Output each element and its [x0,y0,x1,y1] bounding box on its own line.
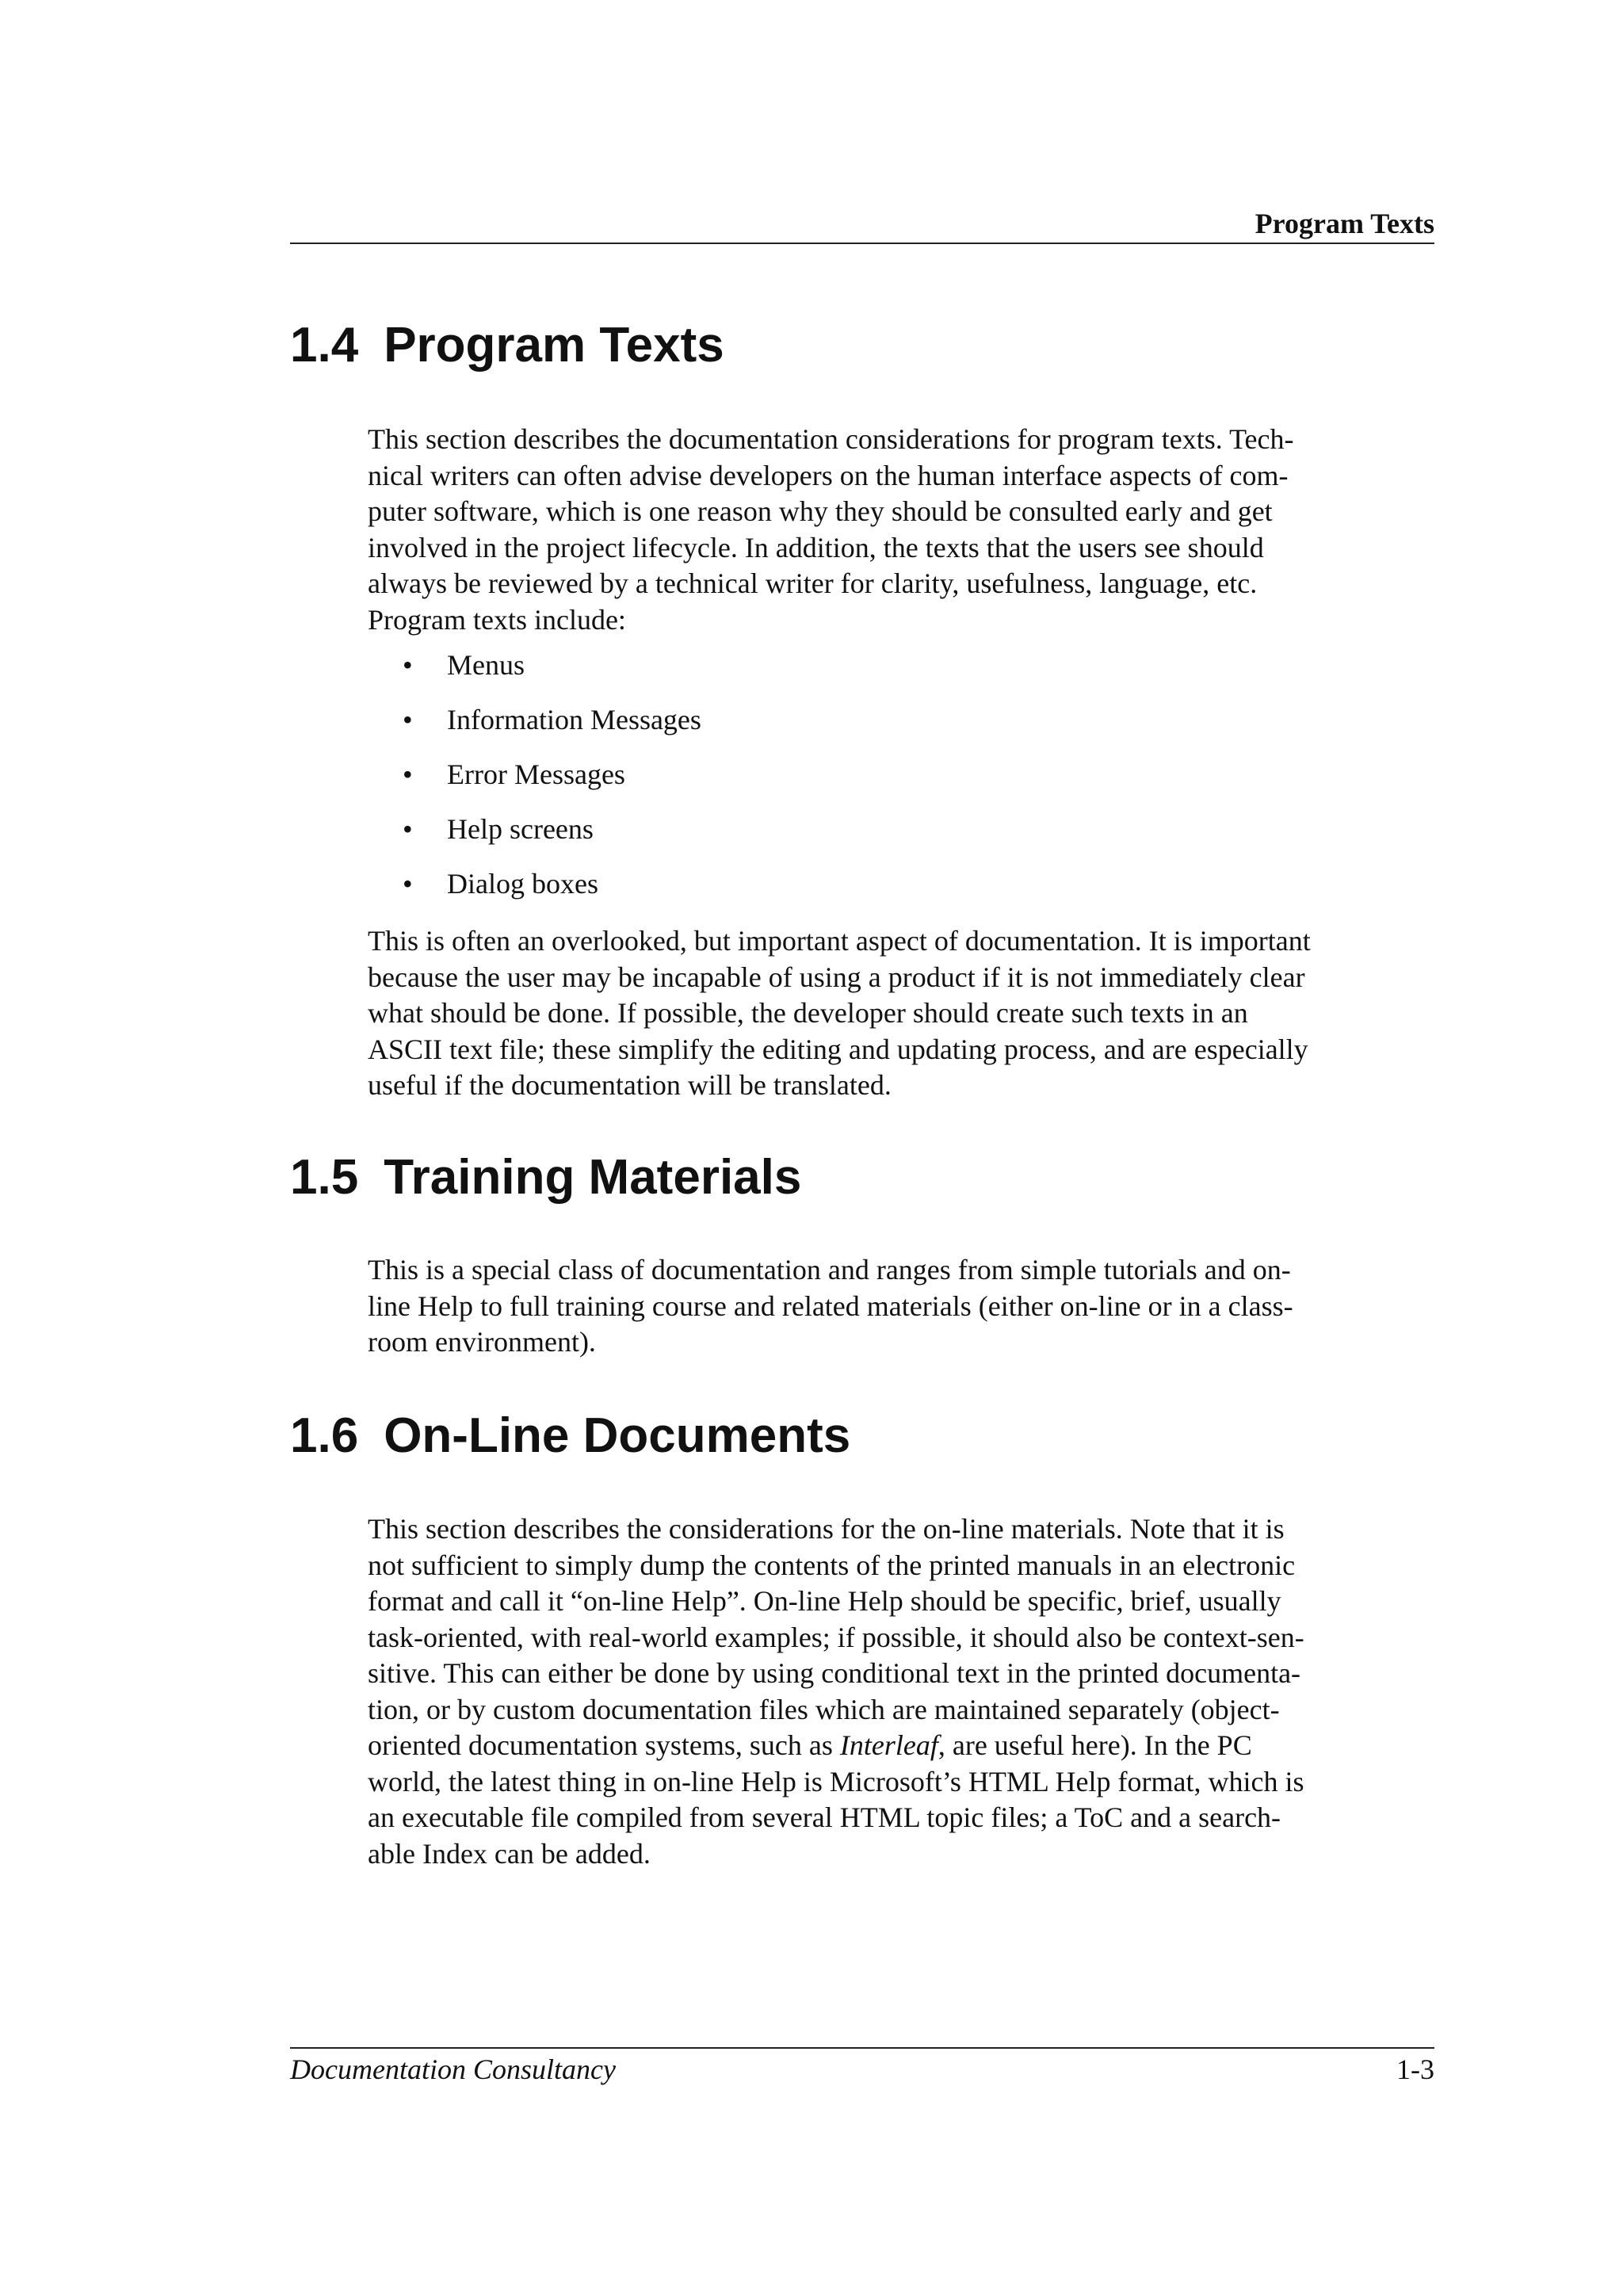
list-item-label: Help screens [447,813,594,845]
section-title: On-Line Documents [384,1408,851,1463]
text-line: able Index can be added. [368,1837,651,1870]
bullet-icon: • [403,704,413,735]
text-line: ASCII text file; these simplify the editing and updating process, and are especially [368,1033,1308,1065]
product-name-italic: Interleaf [839,1729,938,1761]
text-line: Program texts include: [368,603,626,636]
section-title: Program Texts [384,318,724,372]
bullet-icon: • [403,868,413,900]
text-line: room environment). [368,1326,596,1358]
section-heading-1-4 [290,317,724,374]
list-item [368,757,701,812]
list-item [368,648,701,702]
text-line: tion, or by custom documentation files which are maintained separately (object- [368,1693,1280,1725]
list-item-label: Menus [447,649,525,681]
text-line: This is often an overlooked, but important aspect of documentation. It is important [368,925,1311,957]
text-line: because the user may be incapable of using a product if it is not immediately clear [368,961,1305,993]
text-segment: , are useful here). In the PC [938,1729,1252,1761]
text-line: sitive. This can either be done by using conditional text in the printed documenta- [368,1657,1301,1689]
text-line [368,1728,1350,1764]
list-item [368,702,701,757]
text-line: puter software, which is one reason why they should be consulted early and get [368,495,1273,527]
text-line: line Help to full training course and related materials (either on-line or in a class- [368,1289,1293,1322]
text-line: what should be done. If possible, the developer should create such texts in an [368,997,1248,1029]
section-number: 1.5 [290,1150,359,1205]
section-title: Training Materials [384,1150,802,1205]
section-heading-1-5 [290,1149,801,1206]
text-line: This section describes the considerations for the on-line materials. Note that it is [368,1513,1285,1545]
text-segment: oriented documentation systems, such as [368,1729,840,1761]
program-texts-list [368,648,701,921]
section-1-4-outro [368,923,1350,1104]
text-line: task-oriented, with real-world examples; if possible, it should also be context-sen- [368,1621,1304,1653]
text-line: This is a special class of documentation and ranges from simple tutorials and on- [368,1254,1291,1286]
bullet-icon: • [403,649,413,681]
list-item-label: Information Messages [447,704,701,735]
section-1-5-body [368,1252,1350,1361]
list-item-label: Error Messages [447,758,625,790]
text-line: always be reviewed by a technical writer for clarity, usefulness, language, etc. [368,567,1258,599]
text-line: not sufficient to simply dump the contents of the printed manuals in an electronic [368,1549,1296,1581]
list-item [368,866,701,921]
bullet-icon: • [403,758,413,790]
text-line: format and call it “on-line Help”. On-line Help should be specific, brief, usually [368,1585,1281,1617]
text-line: nical writers can often advise developers on the human interface aspects of com- [368,459,1289,491]
list-item [368,812,701,866]
running-footer [290,2047,1434,2088]
text-line: This section describes the documentation considerations for program texts. Tech- [368,423,1294,455]
running-header [290,204,1434,244]
text-line: useful if the documentation will be translated. [368,1069,892,1101]
section-heading-1-6 [290,1408,850,1465]
section-number: 1.4 [290,318,359,372]
page-number: 1-3 [1396,2053,1434,2085]
text-line: involved in the project lifecycle. In addition, the texts that the users see should [368,531,1264,563]
running-header-title: Program Texts [1254,208,1434,239]
section-1-4-intro [368,422,1350,638]
text-line: an executable file compiled from several HTML topic files; a ToC and a search- [368,1801,1281,1833]
list-item-label: Dialog boxes [447,868,598,900]
section-number: 1.6 [290,1408,359,1463]
section-1-6-body [368,1511,1350,1872]
bullet-icon: • [403,813,413,845]
text-line: world, the latest thing in on-line Help is Microsoft’s HTML Help format, which is [368,1765,1304,1797]
footer-publication-title: Documentation Consultancy [290,2053,616,2085]
